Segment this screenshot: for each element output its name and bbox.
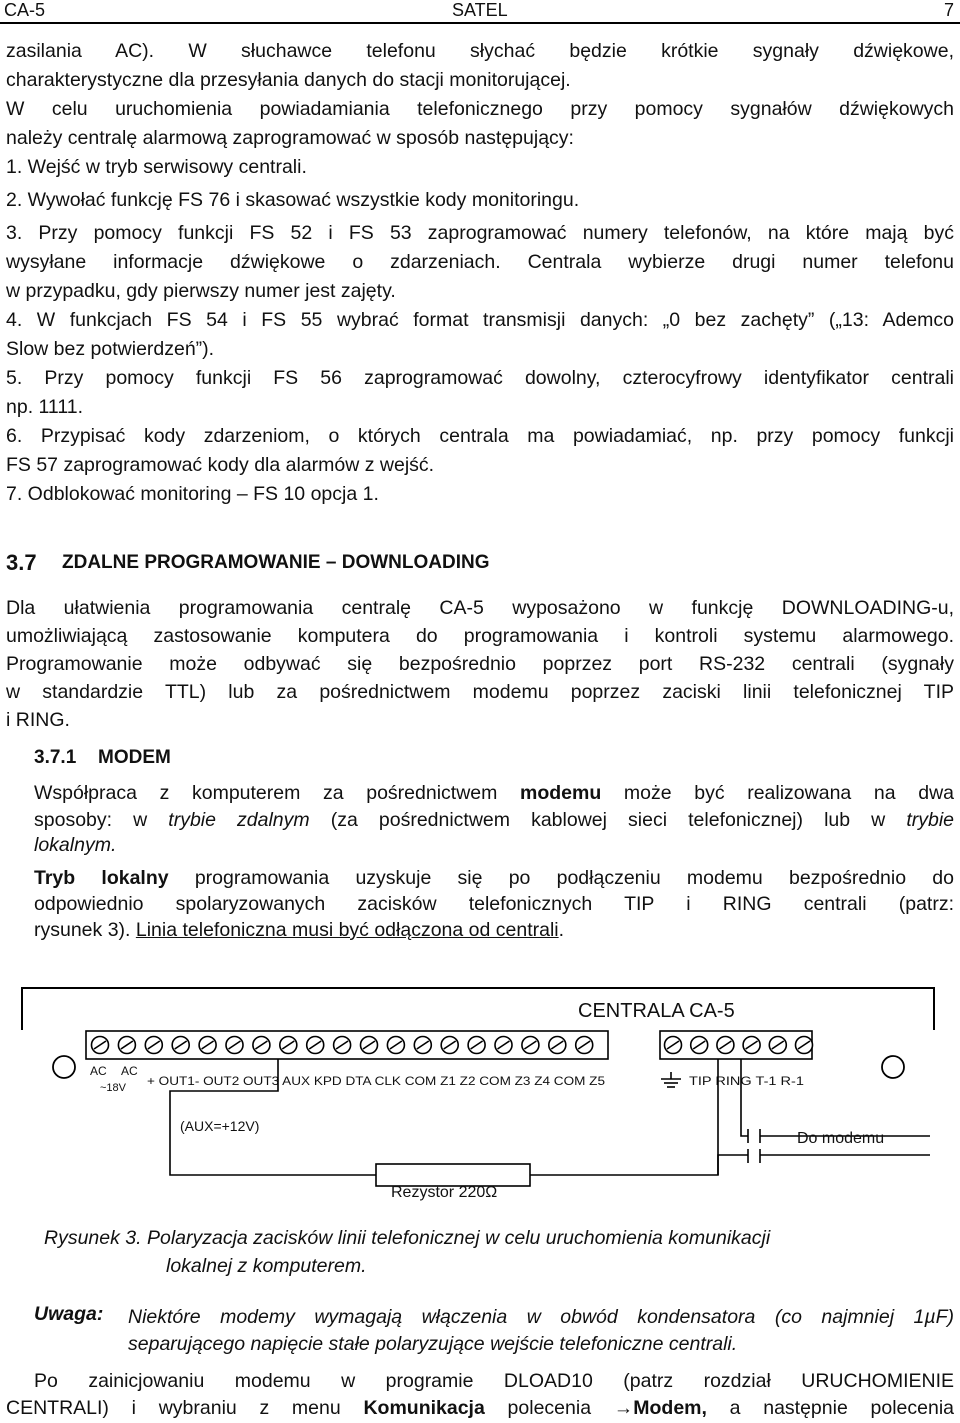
header-doc-code: CA-5 (4, 0, 46, 20)
section-heading-title: ZDALNE PROGRAMOWANIE – DOWNLOADING (62, 552, 490, 573)
note-text: separującego napięcie stałe polaryzujące wejście telefoniczne centrali. (128, 1333, 738, 1355)
list-item: 1. Wejść w tryb serwisowy centrali. (6, 156, 307, 178)
text-run: (za pośrednictwem kablowej sieci telefonicznej) lub w (309, 809, 907, 831)
terminal-block-right (660, 1031, 812, 1059)
list-item: Slow bez potwierdzeń”). (6, 338, 215, 360)
bold-text: modemu (520, 782, 602, 804)
mounting-hole (882, 1056, 904, 1078)
para-line (34, 916, 954, 945)
para-line: należy centralę alarmową zaprogramować w sposób następujący: (6, 127, 574, 149)
text-run: może być realizowana na dwa (601, 782, 954, 804)
para-line: w standardzie TTL) lub za pośrednictwem modemu poprzez zaciski linii telefonicznej TIP (6, 681, 954, 703)
figure-caption: lokalnej z komputerem. (166, 1255, 367, 1277)
ac-label: AC (121, 1064, 138, 1078)
text-run: a następnie polecenia (706, 1397, 955, 1419)
italic-text: trybie (906, 809, 955, 831)
header-page-number: 7 (943, 0, 954, 20)
para-line: Dla ułatwienia programowania centralę CA-5 wyposażono w funkcję DOWNLOADING-u, (6, 597, 954, 619)
para-line: zasilania AC). W słuchawce telefonu słychać będzie krótkie sygnały dźwiękowe, (6, 40, 954, 62)
text-run: polecenia (484, 1397, 614, 1419)
header-brand: SATEL (452, 0, 508, 20)
list-item: 6. Przypisać kody zdarzeniom, o których centrala ma powiadamiać, np. przy pomocy funkcji (6, 425, 954, 447)
para-line: lokalnym. (34, 834, 117, 856)
list-item: np. 1111. (6, 396, 83, 418)
para-line: umożliwiającą zastosowanie komputera do programowania i kontroli systemu alarmowego. (6, 625, 954, 647)
aux-label: (AUX=+12V) (180, 1118, 260, 1134)
bold-text: Tryb lokalny (34, 867, 169, 889)
para-line (34, 779, 954, 808)
para-line: Po zainicjowaniu modemu w programie DLOAD10 (patrz rozdział URUCHOMIENIE (34, 1370, 954, 1392)
para-line (34, 864, 954, 893)
ac-label: AC (90, 1064, 107, 1078)
page-header (0, 0, 960, 24)
para-line: i RING. (6, 709, 70, 731)
bold-text: →Modem, (613, 1397, 707, 1419)
list-item: 2. Wywołać funkcję FS 76 i skasować wszystkie kody monitoringu. (6, 189, 580, 211)
text-run: sposoby: w (34, 809, 169, 831)
board-outline (22, 988, 934, 1030)
list-item: w przypadku, gdy pierwszy numer jest zajęty. (6, 280, 396, 302)
section-heading-number: 3.7 (6, 550, 37, 575)
subsection-title: MODEM (98, 747, 171, 768)
subsection-number: 3.7.1 (34, 747, 77, 768)
list-item: FS 57 zaprogramować kody dla alarmów z wejść. (6, 454, 435, 476)
note-label: Uwaga: (34, 1303, 104, 1325)
para-line: Programowanie może odbywać się bezpośrednio poprzez port RS-232 centrali (sygnały (6, 653, 954, 675)
para-line: odpowiednio spolaryzowanych zacisków telefonicznych TIP i RING centrali (patrz: (34, 893, 954, 915)
text-run: . (558, 919, 565, 941)
resistor-label: Rezystor 220Ω (391, 1184, 498, 1201)
list-item: 7. Odblokować monitoring – FS 10 opcja 1. (6, 483, 379, 505)
para-line: W celu uruchomienia powiadamiania telefonicznego przy pomocy sygnałów dźwiękowych (6, 98, 954, 120)
list-item: 3. Przy pomocy funkcji FS 52 i FS 53 zaprogramować numery telefonów, na które mają być (6, 222, 954, 244)
text-run: programowania uzyskuje się po podłączeniu modemu bezpośrednio do (168, 867, 954, 889)
mounting-hole (53, 1056, 75, 1078)
underlined-text: Linia telefoniczna musi być odłączona od centrali (135, 919, 559, 941)
terminal-labels-left: + OUT1- OUT2 OUT3 AUX KPD DTA CLK COM Z1 Z2 COM Z3 Z4 COM Z5 (147, 1074, 606, 1088)
note-text: Niektóre modemy wymagają włączenia w obwód kondensatora (co najmniej 1µF) (128, 1306, 954, 1328)
resistor-symbol (376, 1164, 530, 1186)
italic-text: trybie zdalnym (168, 809, 310, 831)
para-line (6, 1394, 954, 1423)
wiring-diagram (0, 975, 960, 1225)
text-run: Współpraca z komputerem za pośrednictwem (34, 782, 520, 804)
list-item: 5. Przy pomocy funkcji FS 56 zaprogramować dowolny, czterocyfrowy identyfikator centrali (6, 367, 954, 389)
text-run: CENTRALI) i wybraniu z menu (6, 1397, 364, 1419)
list-item: wysyłane informacje dźwiękowe o zdarzeniach. Centrala wybierze drugi numer telefonu (6, 251, 954, 273)
para-line: charakterystyczne dla przesyłania danych do stacji monitorującej. (6, 69, 571, 91)
board-title: CENTRALA CA-5 (578, 1000, 735, 1022)
bold-text: Komunikacja (363, 1397, 485, 1419)
terminal-labels-right: TIP RING T-1 R-1 (689, 1074, 805, 1088)
ac-voltage-label: ~18V (100, 1082, 126, 1094)
figure-caption: Rysunek 3. Polaryzacja zacisków linii telefonicznej w celu uruchomienia komunikacji (44, 1227, 771, 1249)
text-run: rysunek 3). (34, 919, 136, 941)
ground-symbol (661, 1072, 681, 1087)
list-item: 4. W funkcjach FS 54 i FS 55 wybrać format transmisji danych: „0 bez zachęty” („13: Ademco (6, 309, 954, 331)
modem-label: Do modemu (797, 1130, 885, 1147)
